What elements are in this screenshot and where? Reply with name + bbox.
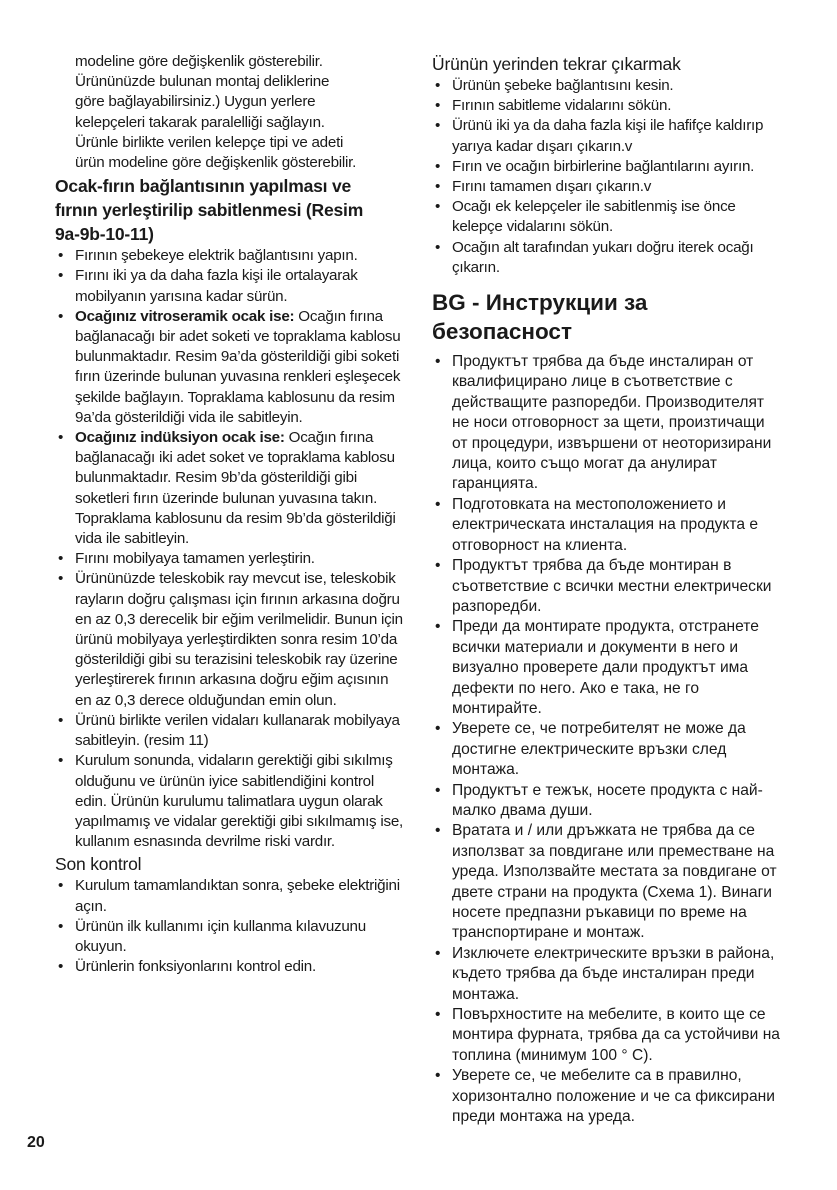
section-heading-hob-oven-connection	[55, 174, 405, 246]
list-item: • Ürünün şebeke bağlantısını kesin.	[432, 76, 784, 96]
text-line: ürün modeline göre değişkenlik gösterebilir.	[75, 154, 357, 172]
text-line: kelepçeleri takarak paralelliği sağlayın.	[75, 113, 325, 131]
language-code: BG	[432, 290, 466, 316]
list-item: • Ürünlerin fonksiyonlarını kontrol edin.	[55, 957, 405, 977]
text-line: Ürünle birlikte verilen kelepçe tipi ve adeti	[75, 133, 344, 151]
section-heading-final-check: Son kontrol	[55, 854, 142, 875]
list-item: • Продуктът е тежък, носете продукта с най-малко двама души.	[432, 781, 784, 822]
page-number: 20	[27, 1134, 45, 1151]
title-line: безопасност	[432, 319, 572, 345]
text-line: göre bağlayabilirsiniz.) Uygun yerlere	[75, 93, 316, 111]
list-item: • Ürünün ilk kullanımı için kullanma kılavuzunu okuyun.	[55, 917, 405, 957]
list-item: • Преди да монтирате продукта, отстранете всички материали и документи в него и визуално проверете дали продуктът има дефекти по него. Ако е така, не го монтирайте.	[432, 617, 784, 719]
final-check-list	[55, 876, 405, 977]
heading-line: Ocak-fırın bağlantısının yapılması ve	[55, 176, 352, 197]
title-line: - Инструкции за	[472, 290, 648, 316]
item-bold-label: Ocağınız vitroseramik ocak ise:	[75, 307, 295, 325]
list-item: • Kurulum sonunda, vidaların gerektiği gibi sıkılmış olduğunu ve ürünün iyice sabitlendiğini kontrol edin. Ürünün kurulumu talimatlara uygun olarak yapılmamış ve vidalar gerektiği gibi sıkılmamış ise, kullanım esnasında devrilme riski vardır.	[55, 751, 405, 852]
list-item	[55, 428, 405, 549]
bg-safety-title	[432, 288, 784, 346]
list-item: • Продуктът трябва да бъде монтиран в съответствие с всички местни електрически разпоредби.	[432, 556, 784, 617]
list-item: • Изключете електрическите връзки в района, където трябва да бъде инсталиран преди монтажа.	[432, 944, 784, 1005]
list-item	[55, 307, 405, 428]
list-item: • Вратата и / или дръжката не трябва да се използват за повдигане или преместване на уреда. Използвайте местата за повдигане от двете страни на продукта (Схема 1). Винаги носете предпазни ръкавици по време на транспортиране и монтаж.	[432, 821, 784, 943]
list-item: • Ocağı ek kelepçeler ile sabitlenmiş ise önce kelepçe vidalarını sökün.	[432, 197, 784, 237]
list-item: • Fırını iki ya da daha fazla kişi ile ortalayarak mobilyanın yarısına kadar sürün.	[55, 266, 405, 306]
list-item: • Fırını mobilyaya tamamen yerleştirin.	[55, 549, 405, 569]
text-line: modeline göre değişkenlik gösterebilir.	[75, 53, 323, 70]
item-bold-label: Ocağınız indüksiyon ocak ise:	[75, 429, 285, 447]
left-column	[55, 52, 405, 977]
list-item: • Fırın ve ocağın birbirlerine bağlantılarını ayırın.	[432, 157, 784, 177]
text-line: Ürününüzde bulunan montaj deliklerine	[75, 73, 330, 91]
right-column	[432, 52, 784, 1127]
list-item: • Fırını tamamen dışarı çıkarın.v	[432, 177, 784, 197]
installation-steps-list	[55, 246, 405, 852]
item-text: Ocağın fırına bağlanacağı bir adet soketi ve topraklama kablosu bulunmaktadır. Resim 9a’da gösterildiği gibi soketi fırın üzerinde bulunan yuvasına renkleri eşleşecek şekilde bağlayın. Topraklama kablosunu da resim 9a’da gösterildiği vida ile sabitleyin.	[75, 307, 401, 426]
list-item: • Уверете се, че мебелите са в правилно, хоризонтално положение и че са фиксирани преди монтажа на уреда.	[432, 1066, 784, 1127]
list-item: • Fırının sabitleme vidalarını sökün.	[432, 96, 784, 116]
heading-line: 9a-9b-10-11)	[55, 224, 154, 245]
list-item: • Подготовката на местоположението и електрическата инсталация на продукта е отговорност на клиента.	[432, 495, 784, 556]
list-item: • Повърхностите на мебелите, в които ще се монтира фурната, трябва да са устойчиви на топлина (минимум 100 ° C).	[432, 1005, 784, 1066]
list-item: • Ürününüzde teleskobik ray mevcut ise, teleskobik rayların doğru çalışması için fırının arkasına doğru en az 0,3 derecelik bir eğim verilmelidir. Bunun için ürünü mobilyaya yerleştirdikten sonra resim 10’da gösterildiği gibi su terazisini teleskobik ray üzerine yerleştirerek fırının arkasına doğru eğim açısının en az 0,3 derece olduğundan emin olun.	[55, 569, 405, 710]
item-text: Ocağın fırına bağlanacağı iki adet soket ve topraklama kablosu bulunmaktadır. Resim 9b’da gösterildiği gibi soketleri fırın üzerinde bulunan yuvasına takın. Topraklama kablosunu da resim 9b’da gösterildiği vida ile sabitleyin.	[75, 429, 396, 548]
list-item: • Ürünü birlikte verilen vidaları kullanarak mobilyaya sabitleyin. (resim 11)	[55, 711, 405, 751]
continued-paragraph	[75, 52, 405, 173]
list-item: • Fırının şebekeye elektrik bağlantısını yapın.	[55, 246, 405, 266]
list-item: • Уверете се, че потребителят не може да достигне електрическите връзки след монтажа.	[432, 719, 784, 780]
bg-safety-list	[432, 352, 784, 1127]
section-heading-removal: Ürünün yerinden tekrar çıkarmak	[432, 54, 681, 74]
list-item: • Ürünü iki ya da daha fazla kişi ile hafifçe kaldırıp yarıya kadar dışarı çıkarın.v	[432, 116, 784, 156]
heading-line: fırnın yerleştirilip sabitlenmesi (Resim	[55, 200, 364, 221]
list-item: • Ocağın alt tarafından yukarı doğru iterek ocağı çıkarın.	[432, 238, 784, 278]
removal-steps-list	[432, 76, 784, 278]
list-item: • Kurulum tamamlandıktan sonra, şebeke elektriğini açın.	[55, 876, 405, 916]
list-item: • Продуктът трябва да бъде инсталиран от квалифицирано лице в съответствие с действащите разпоредби. Производителят не носи отговорност за щети, произтичащи от процедури, извършени от неоторизирани лица, които също могат да анулират гаранцията.	[432, 352, 784, 495]
